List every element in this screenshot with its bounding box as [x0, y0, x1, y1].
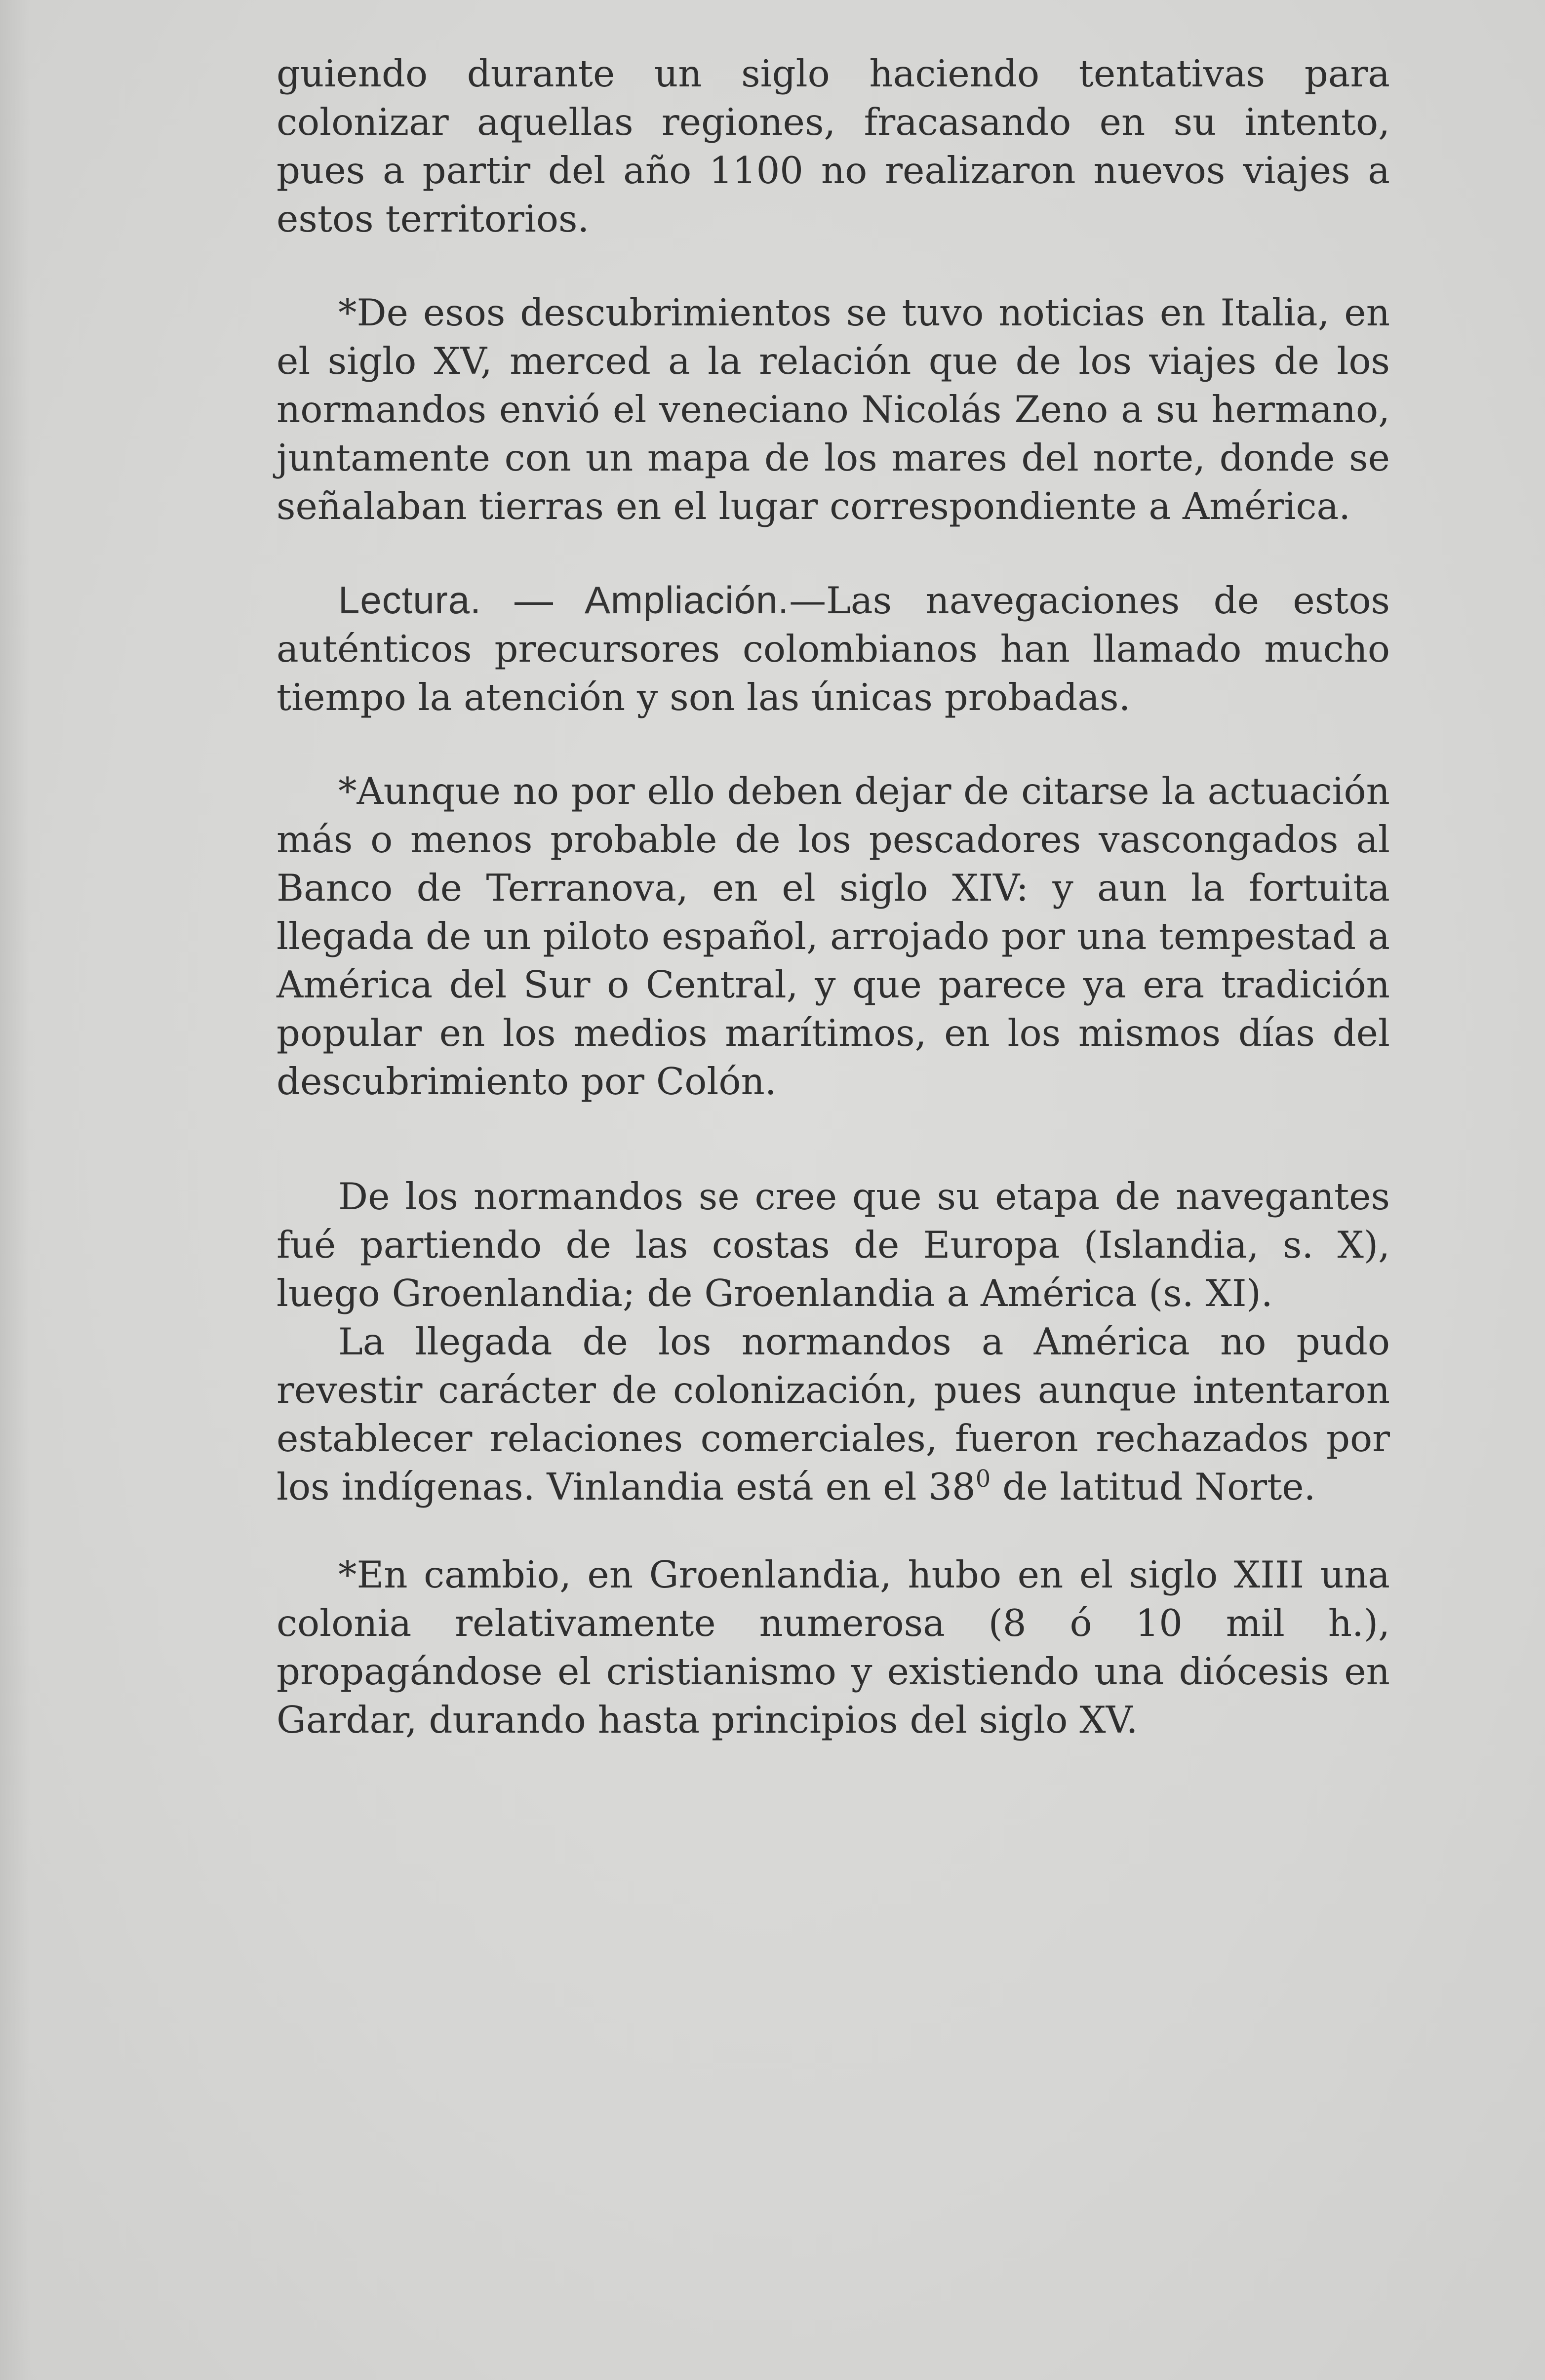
- vinlandia-text-b: de latitud Norte.: [990, 1465, 1316, 1508]
- page-text: [277, 49, 1390, 1744]
- paragraph-vinlandia: [277, 1317, 1390, 1511]
- lectura-heading: Lectura. — Ampliación.: [338, 578, 790, 622]
- paragraph-groenlandia: *En cambio, en Groenlandia, hubo en el siglo XIII una colonia relativamente numerosa (8 ó 10 mil h.), propagándose el cristianismo y existiendo una diócesis en Gardar, durando hasta principios del siglo XV.: [277, 1553, 1390, 1742]
- paragraph-lectura: [277, 576, 1390, 721]
- vinlandia-text-a: La llegada de los normandos a América no pudo revestir carácter de colonización, pues aunque intentaron establecer relaciones comerciales, fueron rechazados por los indígenas. Vinlandia está en el 38: [277, 1320, 1390, 1508]
- lectura-text: —Las navegaciones de estos auténticos precursores colombianos han llamado mucho tiempo la atención y son las únicas probadas.: [277, 579, 1390, 719]
- degree-superscript: 0: [975, 1465, 991, 1493]
- paragraph-continuation: guiendo durante un siglo haciendo tentativas para colonizar aquellas regiones, fracasando en su intento, pues a partir del año 1100 no realizaron nuevos viajes a estos territorios.: [277, 52, 1390, 240]
- paragraph-zeno: *De esos descubrimientos se tuvo noticias en Italia, en el siglo XV, merced a la relación que de los viajes de los normandos envió el veneciano Nicolás Zeno a su hermano, juntamente con un mapa de los mares del norte, donde se señalaban tierras en el lugar correspondiente a América.: [277, 291, 1390, 528]
- paragraph-normandos-etapa: De los normandos se cree que su etapa de navegantes fué partiendo de las costas de Europa (Islandia, s. X), luego Groenlandia; de Groenlandia a América (s. XI).: [277, 1175, 1390, 1315]
- paragraph-vascongados: *Aunque no por ello deben dejar de citarse la actuación más o menos probable de los pescadores vascongados al Banco de Terranova, en el siglo XIV: y aun la fortuita llegada de un piloto español, arrojado por una tempestad a América del Sur o Central, y que parece ya era tradición popular en los medios marítimos, en los mismos días del descubrimiento por Colón.: [277, 769, 1390, 1103]
